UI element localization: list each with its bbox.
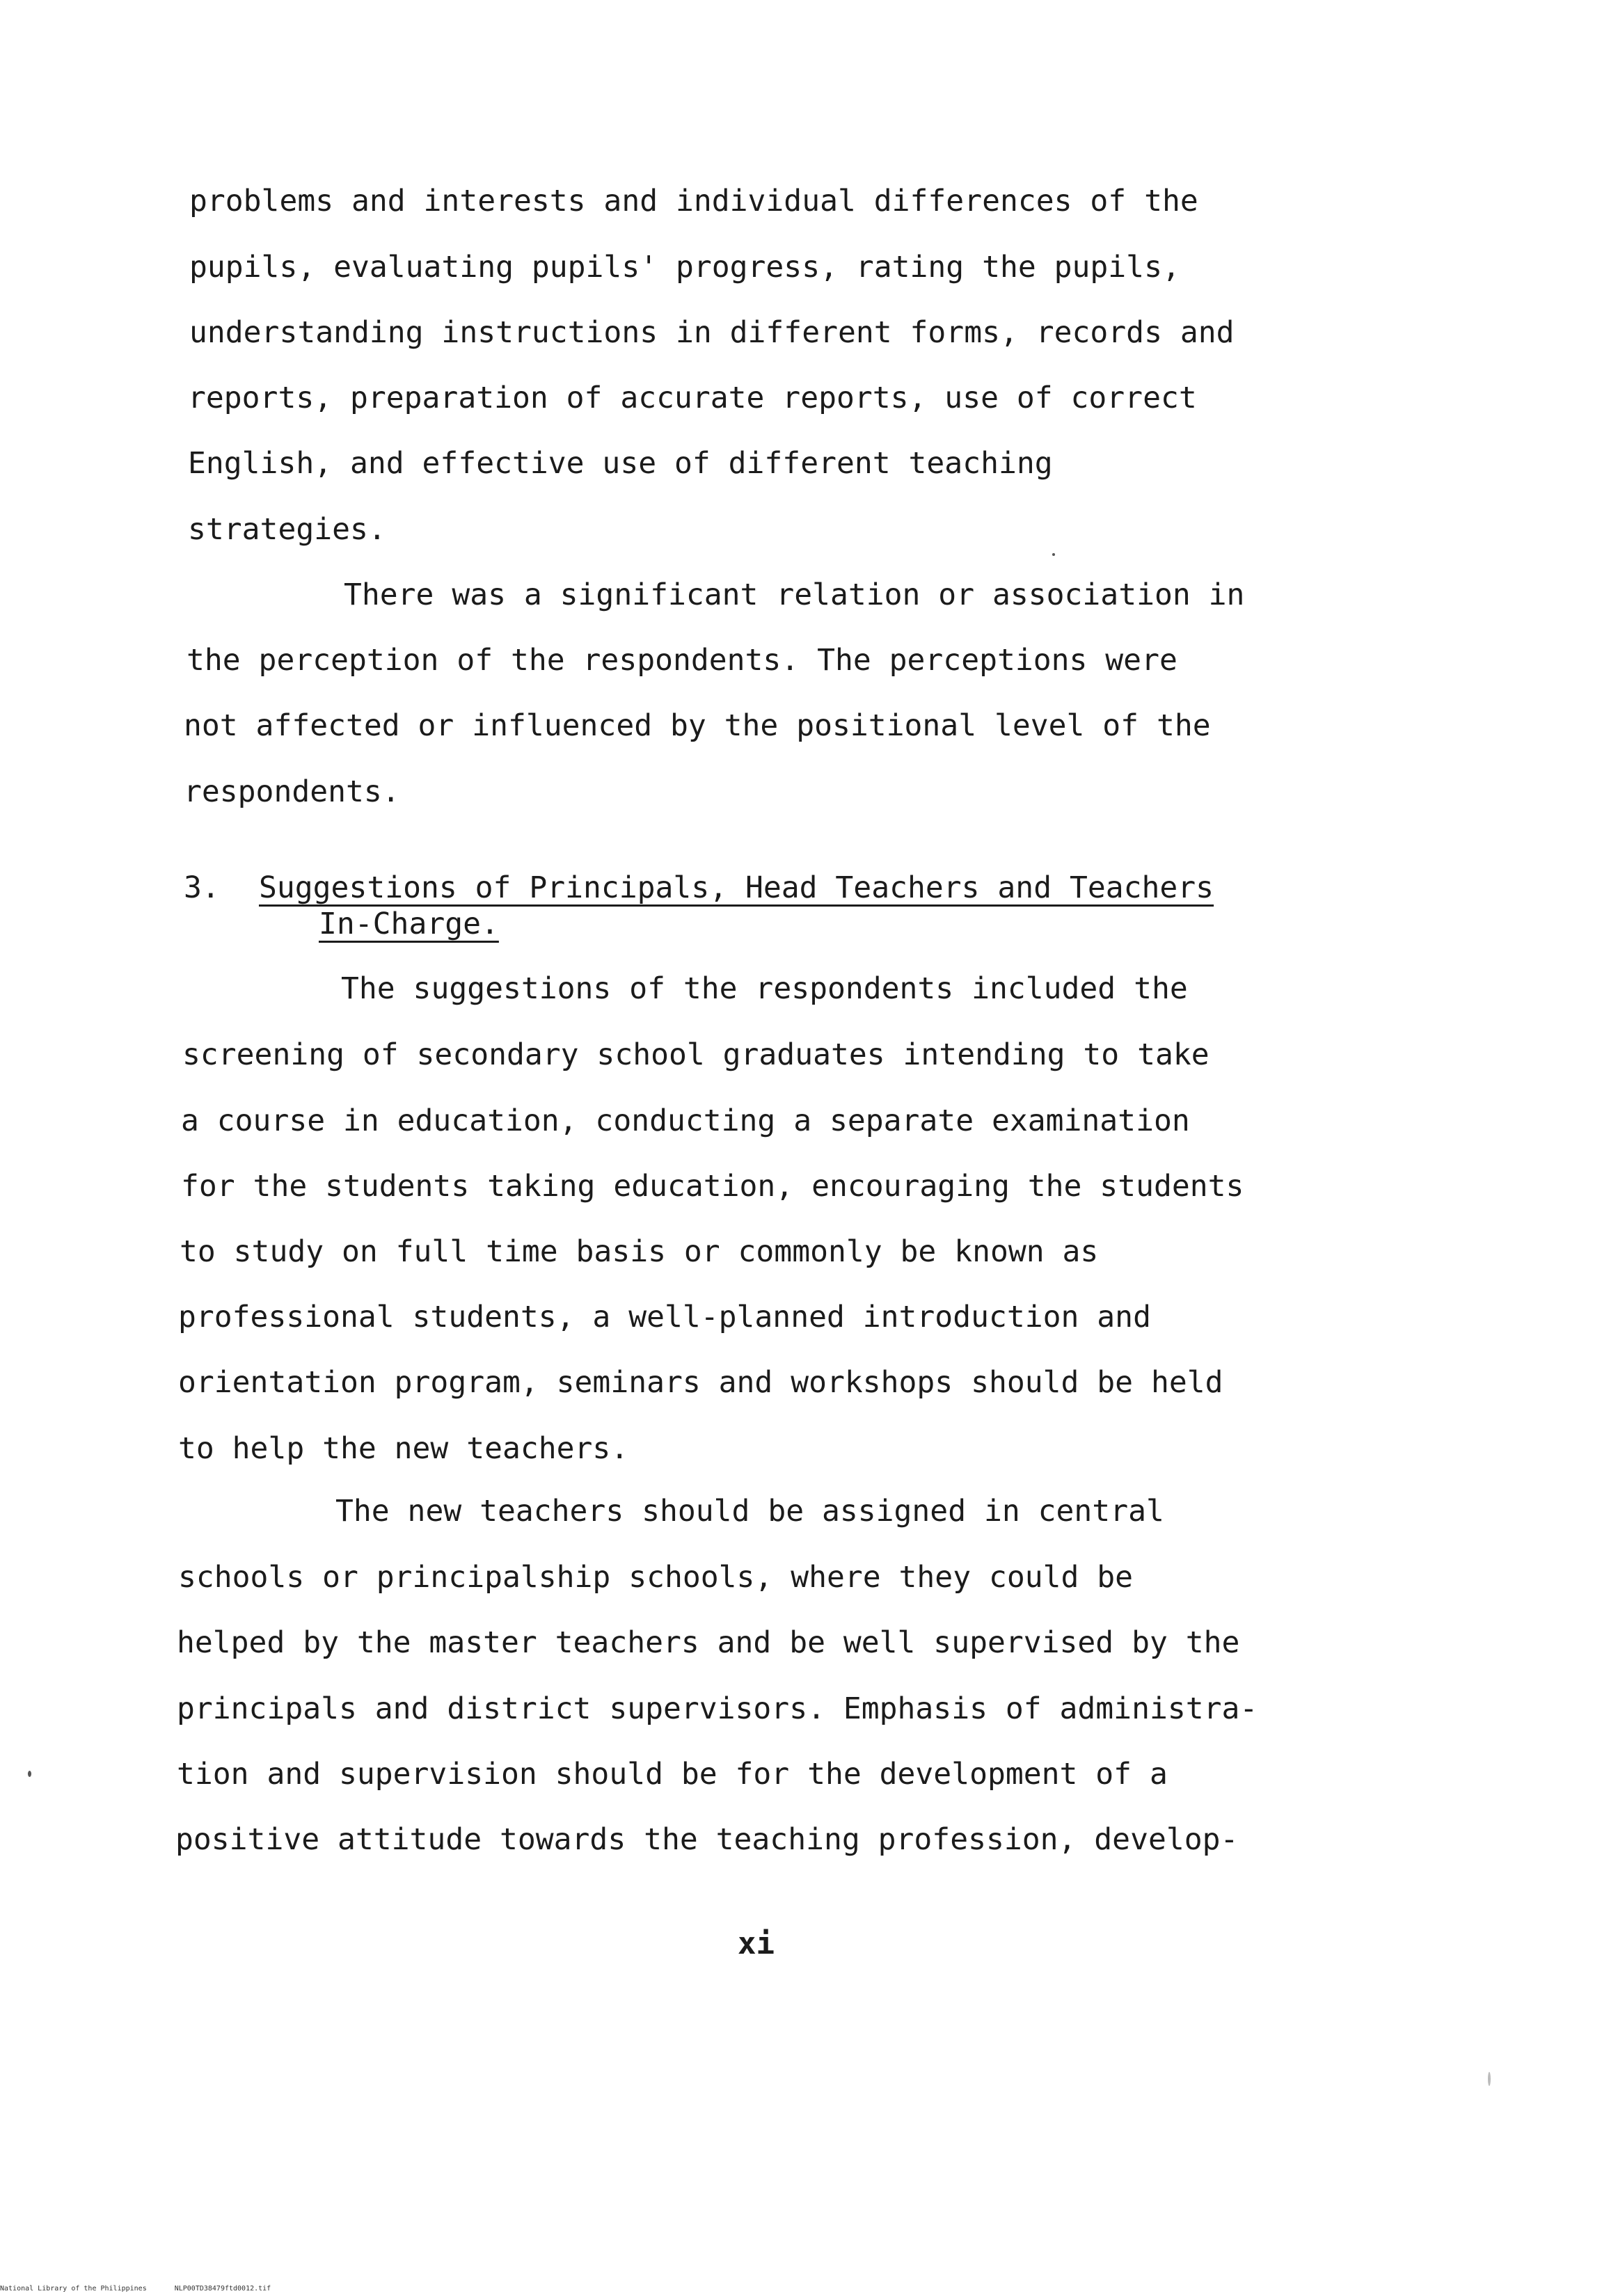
text-line: strategies.: [188, 512, 386, 547]
text-line: not affected or influenced by the positional level of the: [184, 708, 1211, 743]
text-line: problems and interests and individual differences of the: [189, 184, 1198, 218]
scan-speck: [1052, 553, 1055, 556]
text-line: positive attitude towards the teaching profession, develop-: [175, 1822, 1239, 1857]
text-line: to study on full time basis or commonly be known as: [180, 1234, 1099, 1269]
text-line: The suggestions of the respondents included the: [341, 971, 1188, 1006]
text-line: tion and supervision should be for the development of a: [177, 1757, 1168, 1792]
section-number: 3.: [184, 870, 220, 905]
page-number: xi: [738, 1926, 775, 1961]
text-line: pupils, evaluating pupils' progress, rating the pupils,: [189, 250, 1180, 285]
footer-file: NLP00TD38479ftd0012.tif: [174, 2285, 271, 2293]
section-title-continued: [319, 909, 499, 939]
text-line: to help the new teachers.: [178, 1431, 629, 1466]
footer-library: National Library of the Philippines: [0, 2285, 147, 2293]
scan-speck: [1488, 2072, 1491, 2086]
text-line: orientation program, seminars and workshops should be held: [178, 1365, 1223, 1400]
text-line: schools or principalship schools, where they could be: [178, 1560, 1134, 1595]
text-line: There was a significant relation or association in: [344, 577, 1245, 612]
text-line: respondents.: [184, 774, 400, 809]
text-line: English, and effective use of different teaching: [188, 446, 1053, 481]
section-title-line2: In-Charge.: [319, 907, 499, 941]
text-line: understanding instructions in different forms, records and: [189, 315, 1235, 350]
text-line: a course in education, conducting a separate examination: [181, 1103, 1190, 1138]
section-title-line1: Suggestions of Principals, Head Teachers and Teachers: [259, 870, 1214, 905]
text-line: principals and district supervisors. Emphasis of administra-: [177, 1691, 1258, 1726]
text-line: The new teachers should be assigned in central: [335, 1494, 1164, 1529]
scan-footer: [0, 2285, 271, 2293]
section-title: [259, 870, 1214, 905]
text-line: the perception of the respondents. The perceptions were: [187, 643, 1177, 678]
text-line: screening of secondary school graduates intending to take: [182, 1037, 1209, 1072]
text-line: helped by the master teachers and be well supervised by the: [177, 1625, 1240, 1660]
text-line: reports, preparation of accurate reports, use of correct: [188, 381, 1197, 415]
text-line: for the students taking education, encouraging the students: [181, 1169, 1244, 1204]
scan-speck: [28, 1771, 31, 1777]
text-line: professional students, a well-planned introduction and: [178, 1300, 1151, 1334]
